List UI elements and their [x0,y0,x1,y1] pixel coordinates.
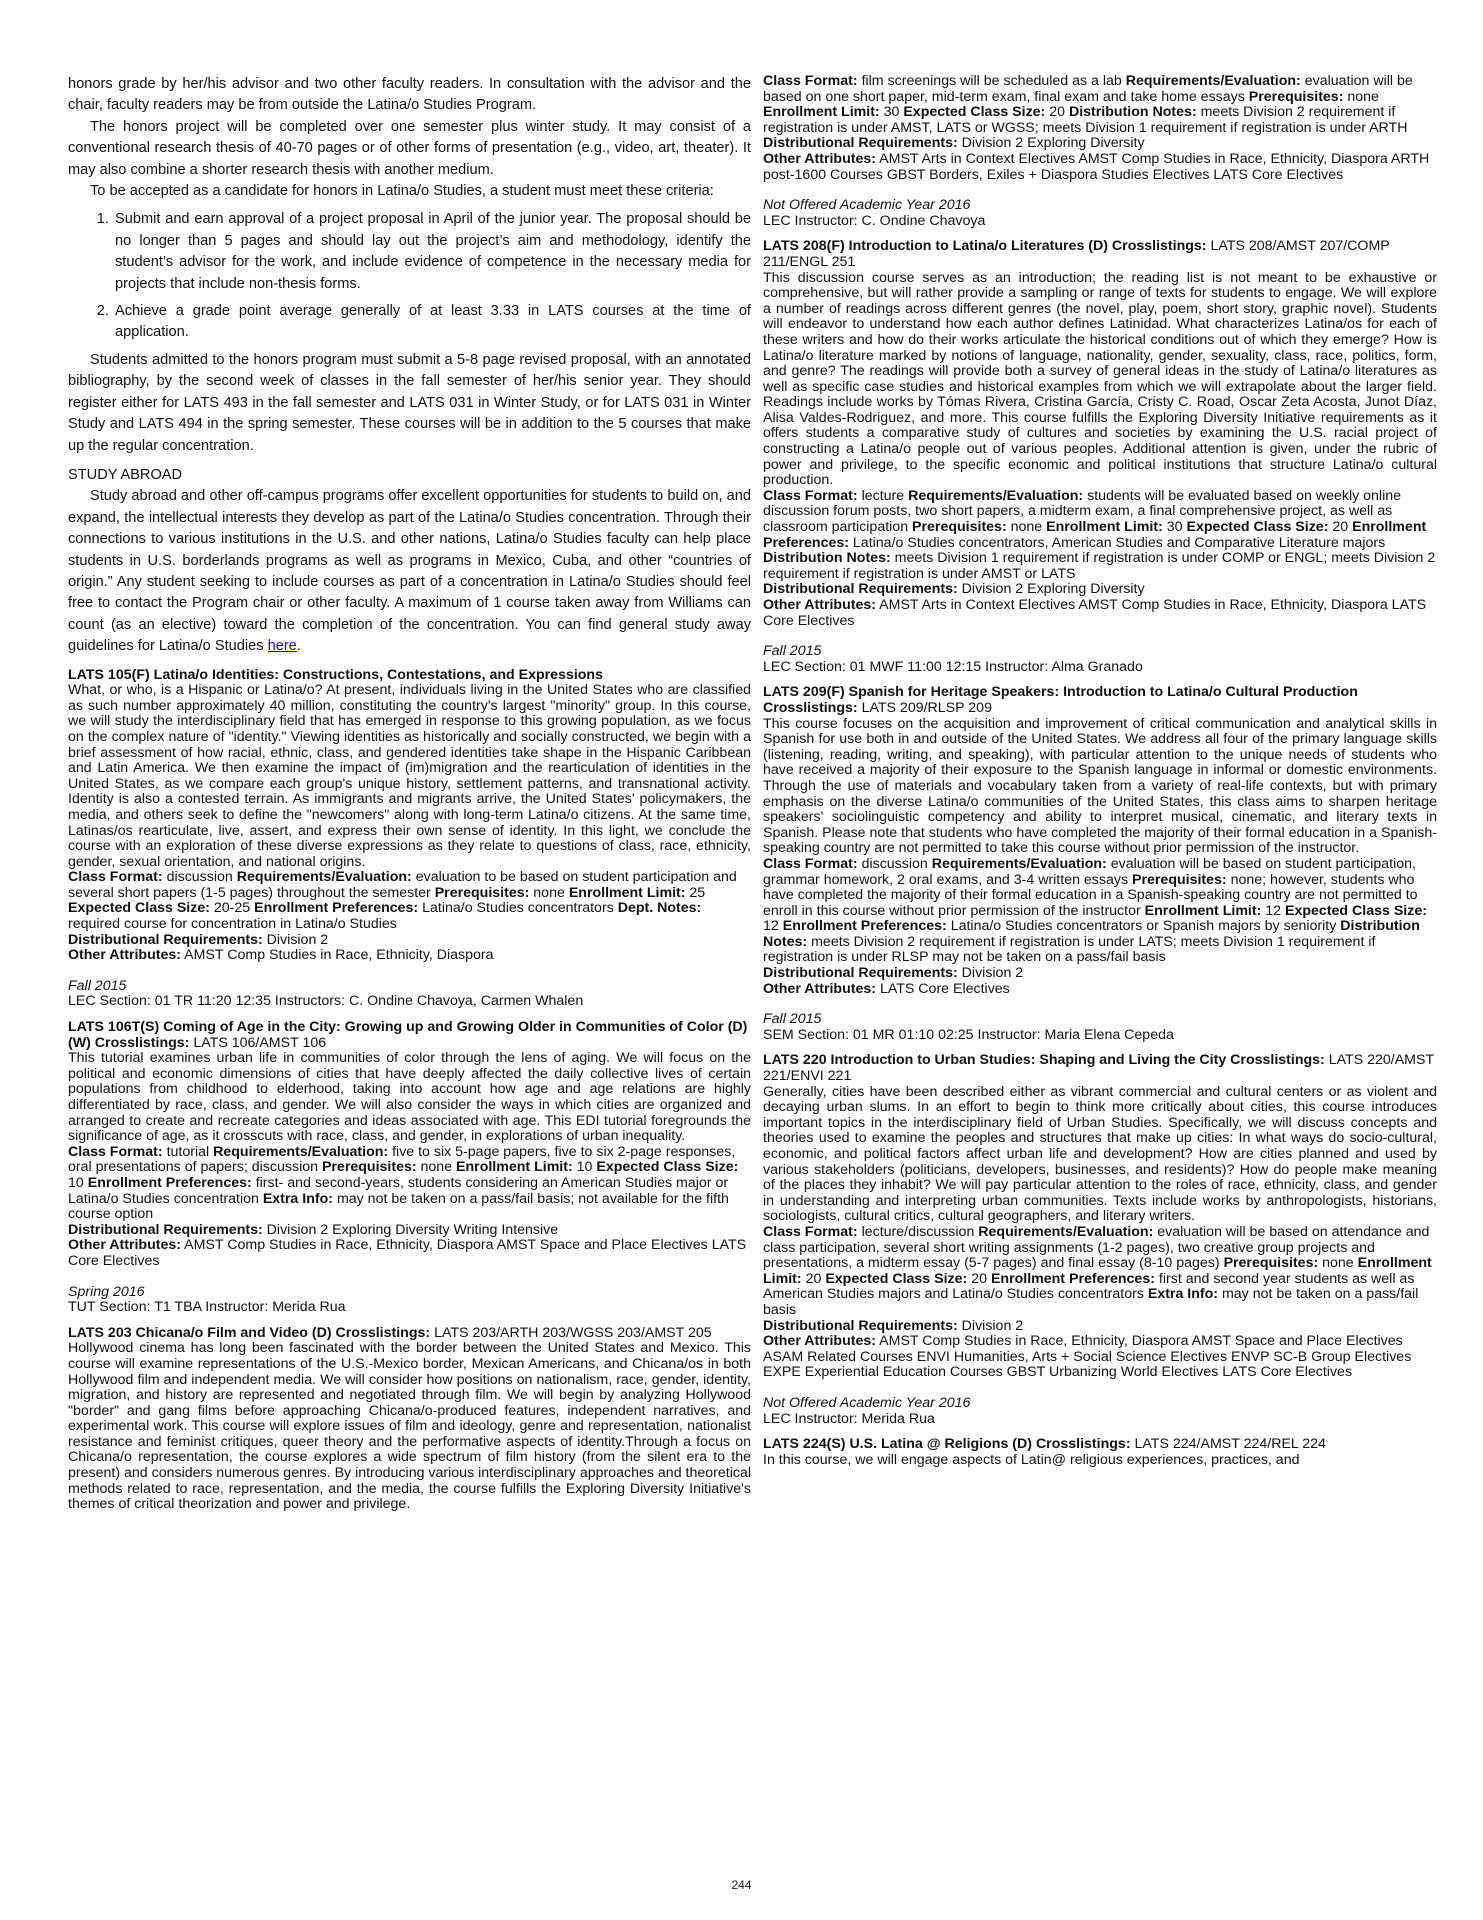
detail-label: Enrollment Limit: [1144,902,1262,919]
course-offering [763,198,1437,229]
punctuation: . [296,638,301,655]
detail-label: Class Format: [763,855,858,872]
other-attributes [68,948,751,964]
course-details [68,1145,751,1223]
detail-label: Expected Class Size: [1285,902,1427,919]
course-details [763,74,1437,136]
attributes-label: Other Attributes: [763,150,876,167]
distributional-value: Division 2 [961,1317,1024,1334]
paragraph: To be accepted as a candidate for honors in Latina/o Studies, a student must meet these criteria: [90,183,714,200]
detail-label: Enrollment Preferences: [87,1174,252,1191]
detail-value: none [420,1159,453,1176]
detail-label: Class Format: [68,1143,163,1160]
crosslist-value: LATS 208/AMST 207/COMP 211/ENGL 251 [763,238,1390,270]
detail-label: Distribution Notes: [763,550,891,567]
detail-value: 12 [763,918,779,935]
course-description: Hollywood cinema has long been fascinated with the border between the United States and Mexico. This course will examine representations of the U.S.-Mexico border, Mexican Americans, and Chicana/os in both Hollywood film and independent media. We will consider how positions on nationalism, race, gender, identity, migration, and history are represented and negotiated through film. We will begin by analyzing Hollywood "border" and gang films before approaching Chicana/o-produced features, independent narratives, and experimental work. This course will explore issues of film and ideology, genre and representation, nationalist resistance and feminist critiques, queer theory and the performative aspects of identity.Through a focus on Chicana/o representation, the course explores a wide spectrum of film history (from the silent era to the present) and considers numerous genres. By introducing various interdisciplinary approaches and theoretical methods related to race, representation, and the media, the course fulfills the Exploring Diversity Initiative's themes of critical theorization and power and privilege. [68,1340,751,1513]
attributes-label: Other Attributes: [763,980,876,997]
attributes-value: AMST Arts in Context Electives AMST Comp Studies in Race, Ethnicity, Diaspora LATS Core Electives [763,597,1427,629]
detail-label: Enrollment Preferences: [254,900,419,917]
detail-label: Prerequisites: [912,519,1007,536]
attributes-value: AMST Comp Studies in Race, Ethnicity, Diaspora [184,947,494,964]
course-body [68,1326,751,1513]
detail-label: Extra Info: [262,1190,333,1207]
offering-term: Not Offered Academic Year 2016 [763,1394,971,1411]
detail-label: Requirements/Evaluation: [908,487,1084,504]
offering-section: LEC Section: 01 TR 11:20 12:35 Instructors: C. Ondine Chavoya, Carmen Whalen [68,993,584,1010]
course-title: LATS 224(S) U.S. Latina @ Religions (D) [763,1436,1032,1453]
attributes-label: Other Attributes: [763,1333,876,1350]
offering-section: LEC Instructor: Merida Rua [763,1410,935,1427]
distributional-label: Distributional Requirements: [763,581,958,598]
detail-value: meets Division 1 requirement if registration is under COMP or ENGL; meets Division 2 requirement if registration is under AMST or LATS [763,550,1436,582]
crosslist-label: Crosslistings: [1035,1436,1131,1453]
detail-label: Class Format: [763,73,858,89]
distributional-requirements [763,136,1437,152]
left-column [68,74,751,1513]
detail-label: Distribution Notes: [1068,104,1197,121]
detail-value: first and second year students as well as American Studies majors and Latina/o Studies concentrators [763,1270,1415,1303]
detail-value: 20-25 [213,900,251,917]
detail-label: Expected Class Size: [68,900,210,917]
course-header [763,239,1437,270]
distributional-value: Division 2 Exploring Diversity [961,581,1145,598]
other-attributes [763,1334,1437,1381]
attributes-label: Other Attributes: [68,947,181,964]
detail-label: Requirements/Evaluation: [978,1223,1154,1240]
other-attributes [68,1238,751,1269]
offering-term: Not Offered Academic Year 2016 [763,197,971,214]
detail-value: evaluation will be based on student participation, grammar homework, 2 oral exams, and 3-4 written essays [763,855,1416,888]
crosslist-value: LATS 106/AMST 106 [193,1034,327,1051]
criteria-item: 1. Submit and earn approval of a project proposal in April of the junior year. The proposal should be no longer than 5 pages and should lay out the project’s aim and methodology, identify the student’s advisor for the work, and include evidence of competence in the necessary media for projects that include non-thesis forms. [113,209,751,295]
distributional-value: Division 2 Exploring Diversity Writing Intensive [266,1221,559,1238]
attributes-value: AMST Comp Studies in Race, Ethnicity, Diaspora AMST Space and Place Electives ASAM Related Courses ENVI Humanities, Arts + Social Science Electives ENVP SC-B Group Electives EXPE Experiential Education Courses GBST Urbanizing World Electives LATS Core Electives [763,1333,1412,1381]
attributes-value: LATS Core Electives [879,980,1010,997]
course-offering [763,1012,1437,1043]
detail-value: meets Division 2 requirement if registration is under AMST, LATS or WGSS; meets Division 1 requirement if registration is under ARTH [763,104,1408,136]
offering-term: Spring 2016 [68,1283,145,1300]
course-offering [763,1396,1437,1427]
detail-value: first- and second-years, students considering an American Studies major or Latina/o Studies concentration [68,1174,729,1207]
detail-label: Prerequisites: [434,884,530,901]
detail-value: 20 [971,1270,987,1287]
detail-value: 10 [68,1174,84,1191]
detail-value: evaluation will be based on attendance and class participation, several short writing assignments (1-2 pages), two creative group projects and presentations, a midterm essay (5-7 pages) and final essay (8-10 pages) [763,1223,1430,1272]
distributional-requirements [763,582,1437,598]
detail-value: Latina/o Studies concentrators, American Studies and Comparative Literature majors [852,534,1386,551]
course-entry [68,668,751,1010]
course-offering [68,1285,751,1316]
course-description: In this course, we will engage aspects of Latin@ religious experiences, practices, and [763,1451,1300,1468]
detail-value: Latina/o Studies concentrators or Spanish majors by seniority [950,918,1337,935]
detail-value: may not be taken on a pass/fail basis; not available for the fifth course option [68,1190,729,1223]
offering-term: Fall 2015 [763,1011,822,1028]
course-header [763,1053,1437,1084]
detail-label: Enrollment Preferences: [763,519,1427,551]
attributes-value: AMST Comp Studies in Race, Ethnicity, Diaspora AMST Space and Place Electives LATS Core Electives [68,1237,747,1269]
detail-label: Class Format: [68,869,163,886]
crosslist-value: LATS 220/AMST 221/ENVI 221 [763,1052,1434,1085]
distributional-value: Division 2 [266,931,329,948]
detail-label: Expected Class Size: [1186,519,1329,536]
detail-label: Enrollment Limit: [763,104,880,121]
criteria-item: 2. Achieve a grade point average generally of at least 3.33 in LATS courses at the time of application. [113,301,751,344]
detail-label: Prerequisites: [321,1159,417,1176]
other-attributes [763,598,1437,629]
detail-label: Dept. Notes: [617,900,702,917]
detail-label: Enrollment Preferences: [782,918,947,935]
offering-term: Fall 2015 [763,643,822,660]
detail-label: Expected Class Size: [596,1159,739,1176]
course-details [763,1225,1437,1319]
detail-value: meets Division 2 requirement if registration is under LATS; meets Division 1 requirement if registration is under RLSP may not be taken on a pass/fail basis [763,933,1376,966]
course-header [68,1326,751,1342]
crosslist-label: Crosslistings: [763,699,858,716]
detail-value: 20 [1049,104,1066,121]
right-column [763,74,1437,1468]
course-description: This course focuses on the acquisition and improvement of critical communication and analytical skills in Spanish for use both in and outside of the United States. We address all four of the primary language skills (listening, reading, writing, and speaking), with particular attention to the unique needs of students who have received a majority of their exposure to the Spanish language in informal or domestic environments. Through the use of materials and vocabulary taken from a variety of real-life contexts, but with primary emphasis on the diverse Latina/o communities of the United States, this class aims to sharpen heritage speakers' sociolinguistic competency and ability to interpret musical, cinematic, and literary texts in Spanish. Please note that students who have completed the majority of their formal education in a Spanish-speaking country are not permitted to take this course without prior permission of the instructor. [763,715,1437,857]
distributional-label: Distributional Requirements: [763,965,958,982]
study-abroad-text: Study abroad and other off-campus programs offer excellent opportunities for students to build on, and expand, the intellectual interests they develop as part of the Latina/o Studies concentration. Through their connections to various institutions in the U.S. and other nations, Latina/o Studies faculty can help place students in U.S. borderlands programs as well as programs in Mexico, Cuba, and other “countries of origin.” Any student seeking to include courses as part of a concentration in Latina/o Studies should feel free to contact the Program chair or other faculty. A maximum of 1 course taken away from Williams can count (as an elective) toward the completion of the concentration. You can find general study away guidelines for Latina/o Studies [68,488,751,655]
detail-value: discussion [166,869,233,886]
course-title: LATS 105(F) Latina/o Identities: Constructions, Contestations, and Expressions [68,666,603,683]
detail-label: Enrollment Limit: [456,1159,573,1176]
course-description: Generally, cities have been described either as vibrant commercial and cultural centers or as violent and decaying urban slums. In an effort to begin to think more critically about cities, this course introduces important topics in the interdisciplinary field of Urban Studies. Specifically, we will discuss concepts and theories used to examine the peoples and structures that make up cities: In what ways do socio-cultural, economic, and political factors affect urban life and development? How are cities planned and used by various stakeholders (politicians, developers, businesses, and residents)? How do people make meaning of the places they inhabit? We will pay particular attention to the roles of race, ethnicity, class, and gender in understanding and interpreting urban communities. Texts include works by anthropologists, historians, sociologists, cultural critics, cultural geographers, and literary writers. [763,1083,1437,1225]
detail-value: none [1322,1255,1354,1272]
distributional-label: Distributional Requirements: [763,135,958,152]
detail-value: evaluation will be based on one short paper, mid-term exam, final exam and take home essays [763,73,1413,105]
crosslist-value: LATS 224/AMST 224/REL 224 [1134,1436,1326,1453]
detail-value: none [533,884,565,901]
course-body [763,239,1437,629]
crosslist-value: LATS 203/ARTH 203/WGSS 203/AMST 205 [434,1324,712,1341]
detail-label: Expected Class Size: [903,104,1046,121]
course-entry [763,1437,1437,1468]
attributes-label: Other Attributes: [68,1237,181,1254]
detail-value: Latina/o Studies concentrators [422,900,614,917]
detail-label: Enrollment Limit: [568,884,686,901]
study-abroad-paragraph [68,486,751,657]
course-header [763,685,1437,716]
detail-value: film screenings will be scheduled as a lab [861,73,1122,89]
detail-value: 30 [1166,519,1183,536]
course-list [763,74,1437,1468]
course-body [763,74,1437,183]
page-number: 244 [731,1878,752,1892]
detail-value: none [1347,88,1379,105]
course-entry [68,1020,751,1316]
distributional-value: Division 2 Exploring Diversity [961,135,1145,152]
honors-section [68,74,751,658]
detail-value: evaluation to be based on student participation and several short papers (1-5 pages) throughout the semester [68,869,737,901]
course-entry [763,1053,1437,1427]
distributional-requirements [763,966,1437,982]
detail-label: Prerequisites: [1132,871,1227,888]
paragraph: Students admitted to the honors program must submit a 5-8 page revised proposal, with an annotated bibliography, by the second week of classes in the fall semester of her/his senior year. They should register either for LATS 493 in the fall semester and LATS 031 in Winter Study, or for LATS 031 in Winter Study and LATS 494 in the spring semester. These courses will be in addition to the 5 courses that make up the regular concentration. [68,351,751,454]
paragraph: honors grade by her/his advisor and two other faculty readers. In consultation with the advisor and the chair, faculty readers may be from outside the Latina/o Studies Program. [68,76,751,114]
crosslist-label: Crosslistings: [1111,238,1207,255]
course-title: LATS 203 Chicana/o Film and Video (D) [68,1324,332,1341]
distributional-requirements [68,933,751,949]
course-title: LATS 208(F) Introduction to Latina/o Literatures (D) [763,238,1108,255]
offering-section: LEC Section: 01 MWF 11:00 12:15 Instructor: Alma Granado [763,658,1143,675]
course-header [68,1020,751,1051]
study-abroad-link[interactable]: here [267,638,297,655]
detail-label: Class Format: [763,487,858,504]
detail-label: Requirements/Evaluation: [213,1143,389,1160]
detail-label: Enrollment Limit: [763,1255,1432,1287]
crosslist-label: Crosslistings: [1230,1052,1325,1069]
detail-value: 20 [1332,519,1349,536]
detail-label: Requirements/Evaluation: [1125,73,1301,89]
course-offering [763,644,1437,675]
course-entry [68,1326,751,1513]
detail-label: Enrollment Preferences: [990,1270,1155,1287]
course-header [763,1437,1437,1453]
course-details [763,857,1437,966]
distributional-label: Distributional Requirements: [68,931,263,948]
course-body [763,1437,1437,1468]
crosslist-label: Crosslistings: [335,1324,431,1341]
offering-section: TUT Section: T1 TBA Instructor: Merida Rua [68,1299,346,1316]
other-attributes [763,982,1437,998]
course-details [763,489,1437,583]
course-list [68,668,751,1513]
detail-value: 10 [576,1159,593,1176]
course-entry [763,239,1437,675]
course-body [763,1053,1437,1380]
detail-label: Prerequisites: [1248,88,1344,105]
course-entry [763,74,1437,229]
distributional-requirements [68,1223,751,1239]
course-title: LATS 106T(S) Coming of Age in the City: Growing up and Growing Older in Communities of Color (D) (W) [68,1019,748,1051]
detail-value: 25 [689,884,706,901]
distributional-requirements [763,1319,1437,1335]
course-description: This discussion course serves as an introduction; the reading list is not meant to be exhaustive or comprehensive, but will rather provide a sampling or range of texts for students to engage. We will explore a number of readings across different genres (the novel, play, poem, short story, graphic novel). Students will endeavor to understand how each author defines Latinidad. What characterizes Latina/os for each of these writers and how do their works articulate the historical conditions out of which they emerge? How is Latina/o literature marked by notions of language, nationality, gender, sexuality, class, race, politics, form, and genre? The readings will provide both a survey of general ideas in the study of Latina/o literatures as well as specific case studies and historical examples from which we will extrapolate about the larger field. Readings include works by Tómas Rivera, Cristina García, Cristy C. Road, Oscar Zeta Acosta, Junot Díaz, Alisa Valdes-Rodriguez, and more. This course fulfills the Exploring Diversity Initiative requirements as it offers students a comparative study of cultures and societies by examining the U.S. racial project of constructing a Latina/o people out of various peoples. Additional attention is given, under the rubric of power and privilege, to the specific economic and political institutions that structure Latina/o cultural production. [763,269,1437,489]
course-title: LATS 220 Introduction to Urban Studies: Shaping and Living the City [763,1052,1227,1069]
course-header [68,668,751,684]
attributes-label: Other Attributes: [763,597,876,613]
course-description: What, or who, is a Hispanic or Latina/o? At present, individuals living in the United States who are classified as such number approximately 40 million, constituting the country's largest "minority" group. In this course, we will study the interdisciplinary field that has emerged in response to this growing population, as we focus on the complex nature of "identity." Viewing identities as historically and socially constructed, we begin with a brief assessment of how racial, ethnic, class, and gendered identities take shape in the Hispanic Caribbean and Latin America. We then examine the impact of (im)migration and the rearticulation of identities in the United States, as we compare each group's unique history, settlement patterns, and transnational activity. Identity is also a contested terrain. As immigrants and migrants arrive, the United States' policymakers, the media, and others seek to define the "newcomers" along with long-term Latina/o citizens. At the same time, Latinas/os rearticulate, live, assert, and express their own sense of identity. In this light, we conclude the course with an exploration of these diverse expressions as they relate to questions of class, race, ethnicity, gender, sexual orientation, and national origins. [68,682,751,870]
detail-label: Requirements/Evaluation: [931,855,1107,872]
distributional-label: Distributional Requirements: [68,1221,263,1238]
detail-value: tutorial [166,1143,210,1160]
detail-value: none; however, students who have completed the majority of their formal education in a Spanish-speaking country are not permitted to enroll in this course without prior permission of the instructor [763,871,1418,919]
paragraph: The honors project will be completed over one semester plus winter study. It may consist of a conventional research thesis of 40-70 pages or of other forms of presentation (e.g., video, art, theater). It may also combine a shorter research thesis with another medium. [68,118,751,178]
detail-value: 20 [805,1270,822,1287]
detail-label: Expected Class Size: [825,1270,968,1287]
detail-value: students will be evaluated based on weekly online discussion forum posts, two short papers, a midterm exam, a final comprehensive project, as well as classroom participation [763,487,1401,536]
detail-value: 12 [1265,902,1282,919]
detail-value: discussion [861,855,928,872]
course-offering [68,979,751,1010]
course-body [763,685,1437,997]
offering-term: Fall 2015 [68,977,127,994]
distributional-label: Distributional Requirements: [763,1317,958,1334]
course-details [68,870,751,932]
detail-value: none [1010,519,1043,536]
detail-label: Requirements/Evaluation: [236,869,412,886]
course-description: This tutorial examines urban life in communities of color through the lens of aging. We will focus on the political and economic dimensions of cities that have deeply affected the daily collective lives of certain populations from childhood to elderhood, taking into account how age and age relations are highly differentiated by race, class, and gender. We will also consider the ways in which cities are organized and arranged to create and recreate categories and ideas associated with age. This EDI tutorial foregrounds the significance of age, as it crosscuts with race, class, and gender, in explorations of urban inequality. [68,1050,751,1145]
course-title: LATS 209(F) Spanish for Heritage Speakers: Introduction to Latina/o Cultural Production [763,684,1358,701]
detail-label: Extra Info: [1147,1286,1219,1303]
section-heading: STUDY ABROAD [68,466,183,483]
course-body [68,1020,751,1270]
course-body [68,668,751,964]
detail-value: lecture [861,487,905,504]
offering-section: LEC Instructor: C. Ondine Chavoya [763,212,986,229]
detail-label: Enrollment Limit: [1046,519,1163,536]
detail-value: 30 [883,104,900,121]
detail-value: five to six 5-page papers, five to six 2-page responses, oral presentations of papers; discussion [68,1143,736,1176]
detail-value: lecture/discussion [861,1223,975,1240]
detail-label: Distribution Notes: [763,918,1420,950]
attributes-value: AMST Arts in Context Electives AMST Comp Studies in Race, Ethnicity, Diaspora ARTH post-1600 Courses GBST Borders, Exiles + Diaspora Studies Electives LATS Core Electives [763,150,1430,183]
detail-label: Prerequisites: [1223,1255,1319,1272]
detail-value: may not be taken on a pass/fail basis [763,1286,1419,1318]
offering-section: SEM Section: 01 MR 01:10 02:25 Instructor: Maria Elena Cepeda [763,1026,1174,1043]
other-attributes [763,152,1437,183]
criteria-list [68,209,751,343]
course-entry [763,685,1437,1043]
crosslist-value: LATS 209/RLSP 209 [861,699,992,716]
crosslist-label: Crosslistings: [94,1034,190,1051]
detail-label: Class Format: [763,1223,858,1240]
detail-value: required course for concentration in Latina/o Studies [68,916,397,933]
distributional-value: Division 2 [961,965,1024,982]
